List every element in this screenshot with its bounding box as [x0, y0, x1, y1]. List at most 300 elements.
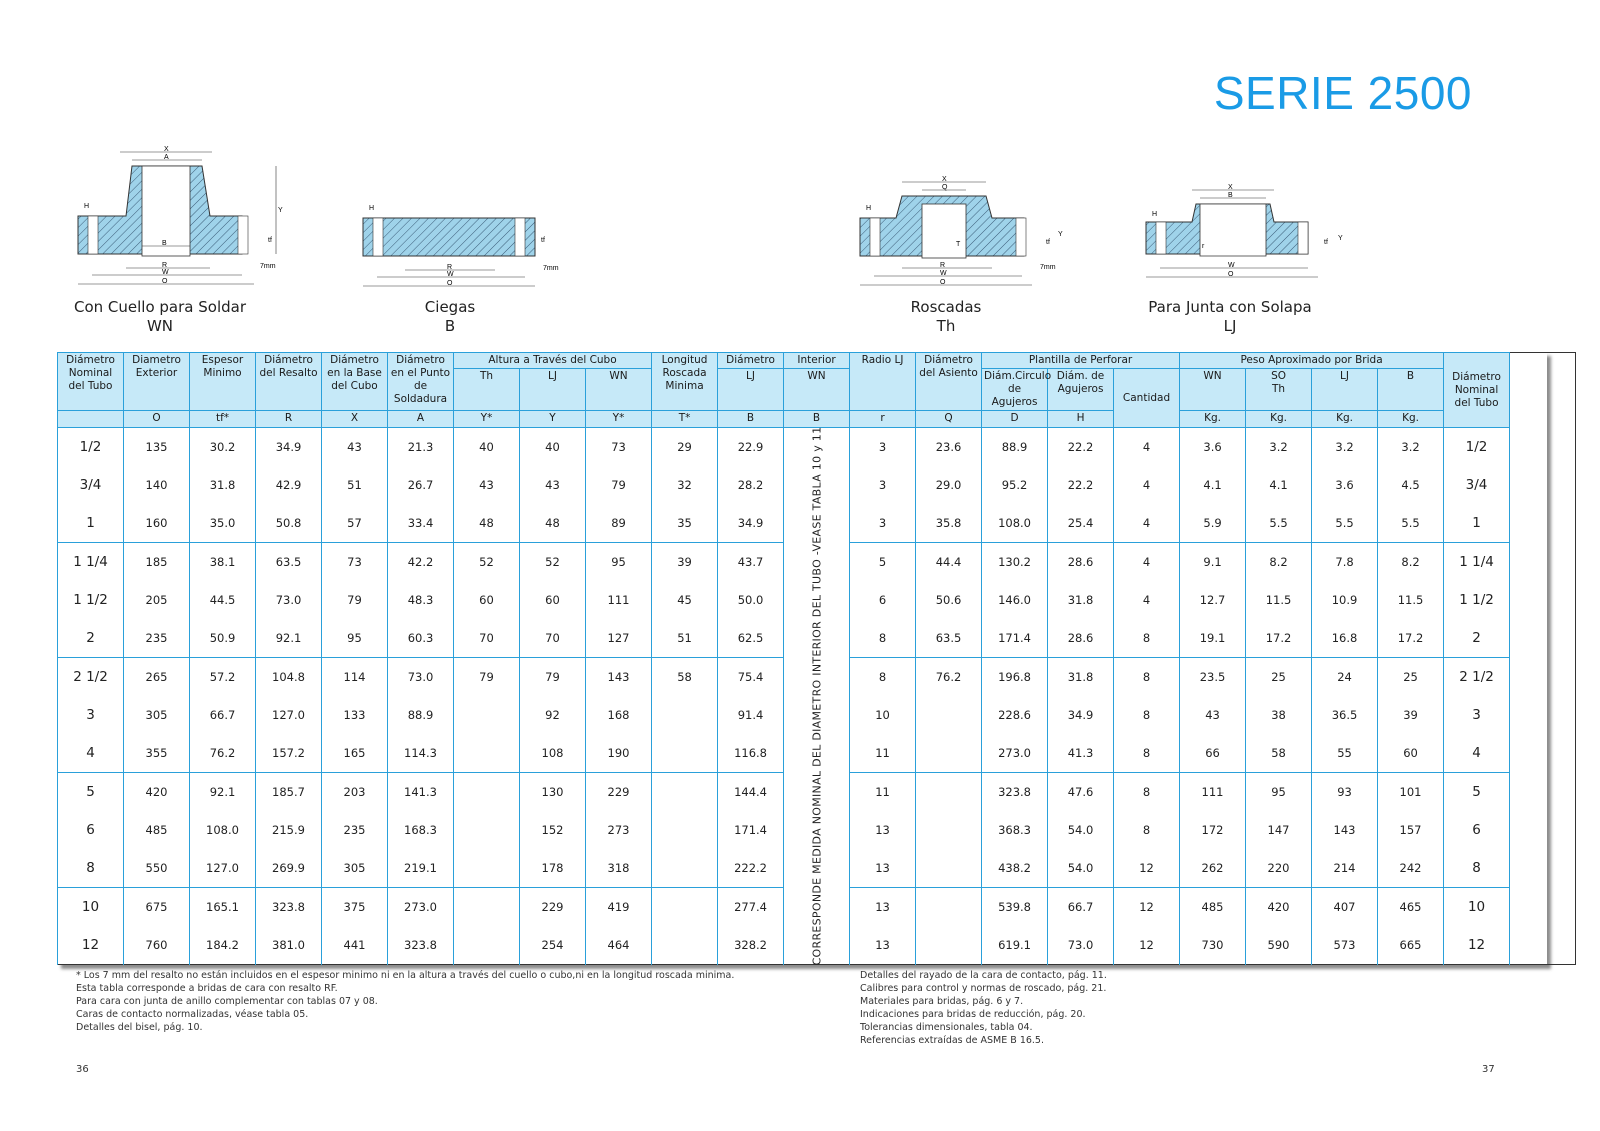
th-peso-so-line1: SO	[1271, 370, 1286, 382]
th-group-altura: Altura a Través del Cubo	[454, 353, 652, 369]
note-line: * Los 7 mm del resalto no están incluidos en el espesor minimo ni en la altura a través del cuello o cubo,ni en la longitud roscada minima.	[76, 970, 735, 981]
table-cell: 8	[1114, 773, 1180, 812]
table-cell: 3/4	[1444, 466, 1510, 504]
table-cell: 101	[1378, 773, 1444, 812]
table-cell: 318	[586, 849, 652, 888]
table-cell: 62.5	[718, 619, 784, 658]
table-cell: 79	[322, 581, 388, 619]
th-sym-x: X	[322, 411, 388, 428]
table-cell: 70	[520, 619, 586, 658]
table-cell: 133	[322, 696, 388, 734]
notes-right	[860, 969, 1360, 1047]
table-cell: 4	[1114, 581, 1180, 619]
note-line: Detalles del bisel, pág. 10.	[76, 1022, 203, 1033]
table-cell: 13	[850, 926, 916, 965]
table-cell: 116.8	[718, 734, 784, 773]
th-sym-tf: tf*	[190, 411, 256, 428]
table-cell: 730	[1180, 926, 1246, 965]
table-cell: 43	[322, 428, 388, 467]
table-cell: 92.1	[190, 773, 256, 812]
table-cell: 323.8	[388, 926, 454, 965]
table-cell: 66	[1180, 734, 1246, 773]
table-cell: 171.4	[982, 619, 1048, 658]
table-cell: 17.2	[1378, 619, 1444, 658]
th-lj: LJ	[520, 369, 586, 411]
dim-7mm-label: 7mm	[543, 265, 559, 272]
th-diam-nominal: Diámetro Nominal del Tubo	[58, 353, 124, 411]
table-cell: 5.9	[1180, 504, 1246, 543]
dim-w-label: W	[162, 269, 169, 276]
th-sym-d: D	[982, 411, 1048, 428]
table-cell: 60	[1378, 734, 1444, 773]
table-cell: 441	[322, 926, 388, 965]
table-cell: 11.5	[1246, 581, 1312, 619]
table-cell: 323.8	[256, 888, 322, 927]
table-cell: 104.8	[256, 658, 322, 697]
table-cell: 13	[850, 888, 916, 927]
table-cell: 222.2	[718, 849, 784, 888]
table-cell: 50.0	[718, 581, 784, 619]
table-cell: 42.2	[388, 543, 454, 582]
table-cell: 8	[1114, 658, 1180, 697]
table-cell: 4	[58, 734, 124, 773]
table-cell: 4	[1114, 428, 1180, 467]
table-cell: 34.9	[1048, 696, 1114, 734]
table-cell: 8.2	[1246, 543, 1312, 582]
table-cell: 73	[322, 543, 388, 582]
table-cell: 54.0	[1048, 811, 1114, 849]
caption-text: Con Cuello para Soldar	[73, 298, 246, 316]
table-cell	[454, 696, 520, 734]
table-cell: 34.9	[718, 504, 784, 543]
table-cell: 95	[586, 543, 652, 582]
table-cell: 1 1/4	[58, 543, 124, 582]
table-cell: 3	[850, 466, 916, 504]
flange-drawing-weld-neck	[70, 142, 290, 292]
table-cell: 66.7	[1048, 888, 1114, 927]
table-cell: 205	[124, 581, 190, 619]
interior-wn-note-cell	[784, 428, 850, 965]
table-cell: 185.7	[256, 773, 322, 812]
table-cell: 26.7	[388, 466, 454, 504]
th-sym-kg-wn: Kg.	[1180, 411, 1246, 428]
table-cell: 152	[520, 811, 586, 849]
table-cell: 8	[850, 619, 916, 658]
table-cell: 6	[1444, 811, 1510, 849]
table-cell: 235	[322, 811, 388, 849]
th-sym-lj-y: Y	[520, 411, 586, 428]
dim-7mm-label: 7mm	[260, 263, 276, 270]
table-cell: 25	[1378, 658, 1444, 697]
table-cell: 12	[1444, 926, 1510, 965]
table-cell: 157	[1378, 811, 1444, 849]
table-cell: 43	[520, 466, 586, 504]
table-cell: 35.0	[190, 504, 256, 543]
table-cell: 75.4	[718, 658, 784, 697]
table-cell: 130.2	[982, 543, 1048, 582]
table-cell	[454, 888, 520, 927]
table-cell: 135	[124, 428, 190, 467]
table-cell	[652, 849, 718, 888]
dim-r-label: R	[162, 262, 168, 269]
table-cell: 76.2	[916, 658, 982, 697]
dim-r-label: R	[447, 264, 453, 271]
table-cell: 144.4	[718, 773, 784, 812]
th-peso-wn: WN	[1180, 369, 1246, 411]
th-sym-r-small: r	[850, 411, 916, 428]
table-cell: 3	[1444, 696, 1510, 734]
table-cell: 89	[586, 504, 652, 543]
table-cell: 8.2	[1378, 543, 1444, 582]
table-cell: 165	[322, 734, 388, 773]
caption-text: Ciegas	[424, 298, 476, 316]
table-cell: 464	[586, 926, 652, 965]
table-cell: 1 1/2	[58, 581, 124, 619]
table-cell: 33.4	[388, 504, 454, 543]
th-radio: Radio LJ	[850, 353, 916, 411]
table-cell: 66.7	[190, 696, 256, 734]
table-cell: 63.5	[256, 543, 322, 582]
table-cell: 328.2	[718, 926, 784, 965]
table-cell: 147	[1246, 811, 1312, 849]
dim-o-label: O	[162, 278, 168, 285]
table-cell: 7.8	[1312, 543, 1378, 582]
table-cell: 39	[652, 543, 718, 582]
table-cell: 130	[520, 773, 586, 812]
table-cell: 108.0	[982, 504, 1048, 543]
table-cell: 43	[1180, 696, 1246, 734]
table-body	[58, 428, 1576, 965]
table-cell: 214	[1312, 849, 1378, 888]
dim-o-label: O	[447, 280, 453, 287]
table-cell: 273.0	[388, 888, 454, 927]
figure-caption-threaded	[866, 298, 1026, 336]
th-sym-kg-lj: Kg.	[1312, 411, 1378, 428]
table-cell: 4	[1114, 466, 1180, 504]
notes-left	[76, 969, 796, 1034]
dim-h-label: H	[84, 203, 90, 210]
table-cell	[916, 811, 982, 849]
table-cell: 10	[850, 696, 916, 734]
table-cell: 4.1	[1246, 466, 1312, 504]
table-cell: 242	[1378, 849, 1444, 888]
table-cell: 485	[1180, 888, 1246, 927]
table-cell: 8	[1114, 734, 1180, 773]
dimensions-table	[57, 352, 1576, 965]
table-cell: 2 1/2	[1444, 658, 1510, 697]
caption-text: Para Junta con Solapa	[1148, 298, 1312, 316]
table-cell: 48.3	[388, 581, 454, 619]
table-cell: 63.5	[916, 619, 982, 658]
table-cell: 12	[1114, 888, 1180, 927]
table-cell: 1 1/4	[1444, 543, 1510, 582]
table-cell: 305	[322, 849, 388, 888]
th-sym-kg-b: Kg.	[1378, 411, 1444, 428]
table-cell: 219.1	[388, 849, 454, 888]
th-sym-kg-so: Kg.	[1246, 411, 1312, 428]
dim-b-label: B	[162, 240, 167, 247]
table-cell: 48	[520, 504, 586, 543]
table-cell: 21.3	[388, 428, 454, 467]
note-line: Detalles del rayado de la cara de contacto, pág. 11.	[860, 970, 1107, 981]
table-cell: 34.9	[256, 428, 322, 467]
table-cell: 3	[850, 504, 916, 543]
dim-w-label: W	[1228, 262, 1235, 269]
table-cell: 420	[124, 773, 190, 812]
dim-7mm-label: 7mm	[1040, 264, 1056, 271]
table-cell: 4.1	[1180, 466, 1246, 504]
table-cell	[652, 696, 718, 734]
table-cell: 41.3	[1048, 734, 1114, 773]
th-diam-exterior: Diametro Exterior	[124, 353, 190, 411]
dim-b-label: B	[1228, 192, 1233, 199]
table-cell: 32	[652, 466, 718, 504]
table-cell	[652, 888, 718, 927]
th-sym-wn-y: Y*	[586, 411, 652, 428]
th-sym-o: O	[124, 411, 190, 428]
page-number-left: 36	[76, 1064, 89, 1075]
table-cell: 235	[124, 619, 190, 658]
table-cell: 277.4	[718, 888, 784, 927]
table-cell: 73	[586, 428, 652, 467]
th-group-peso: Peso Aproximado por Brida	[1180, 353, 1444, 369]
table-cell: 196.8	[982, 658, 1048, 697]
dim-o-label: O	[940, 279, 946, 286]
th-peso-so	[1246, 369, 1312, 411]
table-cell: 419	[586, 888, 652, 927]
flange-drawing-blind	[355, 198, 575, 292]
th-sym-a: A	[388, 411, 454, 428]
table-cell: 23.6	[916, 428, 982, 467]
dim-y-label: Y	[278, 207, 283, 214]
table-cell: 2 1/2	[58, 658, 124, 697]
table-cell: 88.9	[388, 696, 454, 734]
table-cell: 13	[850, 849, 916, 888]
dim-tf-label: tf	[1324, 239, 1328, 246]
table-cell: 73.0	[1048, 926, 1114, 965]
table-cell: 28.6	[1048, 543, 1114, 582]
table-cell: 273	[586, 811, 652, 849]
caption-code: LJ	[1223, 317, 1237, 335]
table-cell	[916, 888, 982, 927]
table-cell: 269.9	[256, 849, 322, 888]
table-cell: 36.5	[1312, 696, 1378, 734]
table-cell: 60.3	[388, 619, 454, 658]
dimensions-table-wrapper	[57, 352, 1547, 965]
th-espesor: Espesor Minimo	[190, 353, 256, 411]
table-cell: 4	[1444, 734, 1510, 773]
th-cantidad: Cantidad	[1114, 369, 1180, 428]
table-cell: 11	[850, 773, 916, 812]
dim-t-label: T	[956, 241, 961, 248]
table-cell: 40	[520, 428, 586, 467]
table-cell: 760	[124, 926, 190, 965]
table-cell: 438.2	[982, 849, 1048, 888]
th-asiento: Diámetro del Asiento	[916, 353, 982, 411]
th-sym-th-y: Y*	[454, 411, 520, 428]
table-cell: 79	[520, 658, 586, 697]
table-cell: 70	[454, 619, 520, 658]
table-cell: 10.9	[1312, 581, 1378, 619]
table-cell: 2	[58, 619, 124, 658]
table-cell	[454, 811, 520, 849]
table-cell: 29.0	[916, 466, 982, 504]
table-cell: 5.5	[1312, 504, 1378, 543]
table-cell: 1/2	[58, 428, 124, 467]
table-cell: 1 1/2	[1444, 581, 1510, 619]
table-cell: 50.9	[190, 619, 256, 658]
table-cell: 127.0	[256, 696, 322, 734]
table-cell: 91.4	[718, 696, 784, 734]
table-cell: 48	[454, 504, 520, 543]
th-interior-wn: WN	[784, 369, 850, 411]
table-cell: 220	[1246, 849, 1312, 888]
table-cell: 58	[652, 658, 718, 697]
table-cell: 228.6	[982, 696, 1048, 734]
th-circulo: Diám.Circulo de Agujeros	[982, 369, 1048, 411]
table-cell	[454, 734, 520, 773]
table-cell: 8	[1114, 619, 1180, 658]
table-cell: 22.2	[1048, 466, 1114, 504]
table-cell: 35.8	[916, 504, 982, 543]
th-soldadura: Diámetro en el Punto de Soldadura	[388, 353, 454, 411]
table-cell: 57	[322, 504, 388, 543]
note-line: Calibres para control y normas de roscado, pág. 21.	[860, 983, 1107, 994]
table-cell: 8	[1114, 811, 1180, 849]
table-cell: 92.1	[256, 619, 322, 658]
table-cell: 38	[1246, 696, 1312, 734]
table-cell: 143	[1312, 811, 1378, 849]
table-cell: 420	[1246, 888, 1312, 927]
table-cell: 44.5	[190, 581, 256, 619]
table-cell: 407	[1312, 888, 1378, 927]
table-cell: 273.0	[982, 734, 1048, 773]
table-cell	[652, 926, 718, 965]
table-cell: 160	[124, 504, 190, 543]
table-cell	[916, 734, 982, 773]
caption-text: Roscadas	[910, 298, 982, 316]
header-row-symbols	[58, 411, 1576, 428]
table-cell: 10	[1444, 888, 1510, 927]
note-line: Para cara con junta de anillo complementar con tablas 07 y 08.	[76, 996, 378, 1007]
table-cell: 573	[1312, 926, 1378, 965]
table-cell: 44.4	[916, 543, 982, 582]
table-cell: 45	[652, 581, 718, 619]
table-cell: 52	[454, 543, 520, 582]
figure-caption-weld-neck	[60, 298, 260, 336]
table-cell: 675	[124, 888, 190, 927]
table-cell: 4	[1114, 543, 1180, 582]
interior-wn-vertical-note: CORRESPONDE MEDIDA NOMINAL DEL DIAMETRO INTERIOR DEL TUBO -VEASE TABLA 10 y 11	[810, 426, 824, 966]
note-line: Tolerancias dimensionales, tabla 04.	[860, 1022, 1033, 1033]
dim-x-label: X	[942, 176, 947, 183]
table-cell	[652, 811, 718, 849]
th-peso-lj: LJ	[1312, 369, 1378, 411]
flange-drawing-threaded	[852, 176, 1072, 292]
table-cell: 171.4	[718, 811, 784, 849]
table-cell: 43.7	[718, 543, 784, 582]
table-cell: 619.1	[982, 926, 1048, 965]
table-cell: 172	[1180, 811, 1246, 849]
table-cell: 31.8	[190, 466, 256, 504]
th-peso-so-line2: Th	[1271, 383, 1286, 395]
table-cell: 8	[1114, 696, 1180, 734]
caption-code: WN	[146, 317, 174, 335]
table-cell: 57.2	[190, 658, 256, 697]
dim-w-label: W	[940, 270, 947, 277]
table-cell: 9.1	[1180, 543, 1246, 582]
table-cell: 3/4	[58, 466, 124, 504]
table-cell: 58	[1246, 734, 1312, 773]
table-cell: 375	[322, 888, 388, 927]
th-sym-h: H	[1048, 411, 1114, 428]
table-cell: 8	[850, 658, 916, 697]
table-cell: 108	[520, 734, 586, 773]
table-cell: 178	[520, 849, 586, 888]
table-cell: 203	[322, 773, 388, 812]
caption-code: B	[444, 317, 456, 335]
table-cell: 1	[1444, 504, 1510, 543]
table-cell: 140	[124, 466, 190, 504]
table-cell: 5.5	[1246, 504, 1312, 543]
table-cell: 168	[586, 696, 652, 734]
table-cell: 11	[850, 734, 916, 773]
table-cell: 73.0	[256, 581, 322, 619]
table-cell	[652, 734, 718, 773]
table-cell: 23.5	[1180, 658, 1246, 697]
th-sym-b: B	[718, 411, 784, 428]
note-line: Referencias extraídas de ASME B 16.5.	[860, 1035, 1044, 1046]
table-cell: 39	[1378, 696, 1444, 734]
table-cell: 29	[652, 428, 718, 467]
table-cell: 3.2	[1312, 428, 1378, 467]
table-cell: 79	[454, 658, 520, 697]
dim-h-label: H	[866, 205, 872, 212]
dim-w-label: W	[447, 271, 454, 278]
table-cell: 539.8	[982, 888, 1048, 927]
table-cell: 17.2	[1246, 619, 1312, 658]
table-cell: 13	[850, 811, 916, 849]
table-cell: 111	[586, 581, 652, 619]
table-cell: 465	[1378, 888, 1444, 927]
dim-h-label: H	[369, 205, 375, 212]
table-cell: 88.9	[982, 428, 1048, 467]
th-sym-t: T*	[652, 411, 718, 428]
table-cell: 93	[1312, 773, 1378, 812]
table-cell: 111	[1180, 773, 1246, 812]
table-cell: 146.0	[982, 581, 1048, 619]
dim-q-label: Q	[942, 184, 948, 191]
table-cell: 3	[850, 428, 916, 467]
table-cell: 22.2	[1048, 428, 1114, 467]
table-cell: 254	[520, 926, 586, 965]
table-cell: 168.3	[388, 811, 454, 849]
note-line: Indicaciones para bridas de reducción, pág. 20.	[860, 1009, 1086, 1020]
table-cell: 2	[1444, 619, 1510, 658]
table-cell	[916, 926, 982, 965]
dim-r-small-label: r	[1202, 243, 1205, 250]
table-cell: 40	[454, 428, 520, 467]
th-sym-blank	[58, 411, 124, 428]
table-cell: 190	[586, 734, 652, 773]
table-cell: 92	[520, 696, 586, 734]
table-cell: 262	[1180, 849, 1246, 888]
table-cell: 60	[454, 581, 520, 619]
table-cell	[454, 849, 520, 888]
table-cell: 24	[1312, 658, 1378, 697]
table-cell: 143	[586, 658, 652, 697]
table-cell: 12.7	[1180, 581, 1246, 619]
